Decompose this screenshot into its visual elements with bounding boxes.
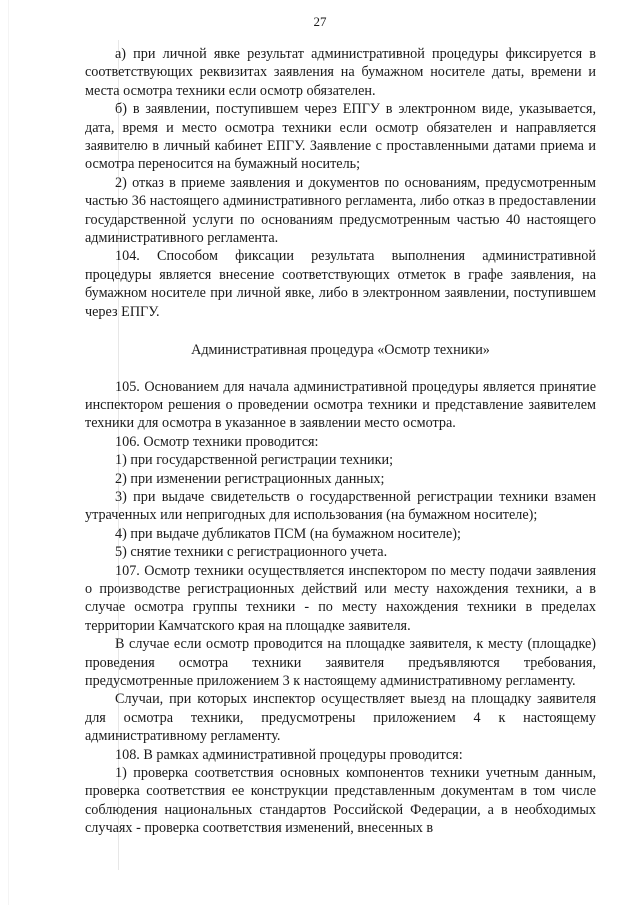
section-heading: Административная процедура «Осмотр техники» [191,342,490,359]
paragraph-b: б) в заявлении, поступившем через ЕПГУ в электронном виде, указывается, дата, время и место осмотра техники если осмотр обязателен и направляется заявителю в личный кабинет ЕПГУ. Заявление с проставленными датами приема и осмотра переносится на бумажный носитель; [85,101,596,173]
paragraph-106: 106. Осмотр техники проводится: [115,433,319,450]
list-item-4: 4) при выдаче дубликатов ПСМ (на бумажном носителе); [115,525,461,542]
list-item-1: 1) при государственной регистрации техники; [115,452,394,469]
document-body [85,45,596,838]
page-number: 27 [313,14,327,29]
paragraph-108: 108. В рамках административной процедуры проводится: [115,746,463,763]
list-item-5: 5) снятие техники с регистрационного учета. [115,544,388,561]
list-item-3: 3) при выдаче свидетельств о государственной регистрации техники взамен утраченных или непригодных для использования (на бумажном носителе); [85,488,596,524]
paragraph-105: 105. Основанием для начала административной процедуры является принятие инспектором решения о проведении осмотра техники и представление заявителем техники для осмотра в указанное в заявлении место осмотра. [85,378,596,432]
paragraph-inspector-visit: Случаи, при которых инспектор осуществляет выезд на площадку заявителя для осмотра техники, предусмотрены приложением 4 к настоящему административному регламенту. [85,691,596,745]
paragraph-107: 107. Осмотр техники осуществляется инспектором по месту подачи заявления о производстве регистрационных действий или месту нахождения техники, а в случае осмотра группы техники - по месту нахождения техники в пределах территории Камчатского края на площадке заявителя. [85,562,596,634]
paragraph-108-item-1: 1) проверка соответствия основных компонентов техники учетным данным, проверка соответствия ее конструкции представленным документам в том числе соблюдения национальных стандартов Российской Федерации, а в необходимых случаях - проверка соответствия изменений, внесенных в [85,765,596,837]
list-item-2: 2) при изменении регистрационных данных; [115,470,385,487]
paragraph-applicant-site: В случае если осмотр проводится на площадке заявителя, к месту (площадке) проведения осмотра техники заявителя предъявляются требования, предусмотренные приложением 3 к настоящему административному регламенту. [85,636,596,689]
paragraph-104: 104. Способом фиксации результата выполнения административной процедуры является внесение соответствующих отметок в графе заявления, на бумажном носителе при личной явке, либо в электронном заявлении, поступившем через ЕПГУ. [85,248,596,320]
paragraph-2: 2) отказ в приеме заявления и документов по основаниям, предусмотренным частью 36 настоящего административного регламента, либо отказ в предоставлении государственной услуги по основаниям предусмотренным частью 40 настоящего административного регламента. [85,174,596,247]
paragraph-a: а) при личной явке результат административной процедуры фиксируется в соответствующих реквизитах заявления на бумажном носителе даты, времени и места осмотра техники если осмотр обязателен. [85,46,596,99]
scan-artifact-line [8,0,9,905]
